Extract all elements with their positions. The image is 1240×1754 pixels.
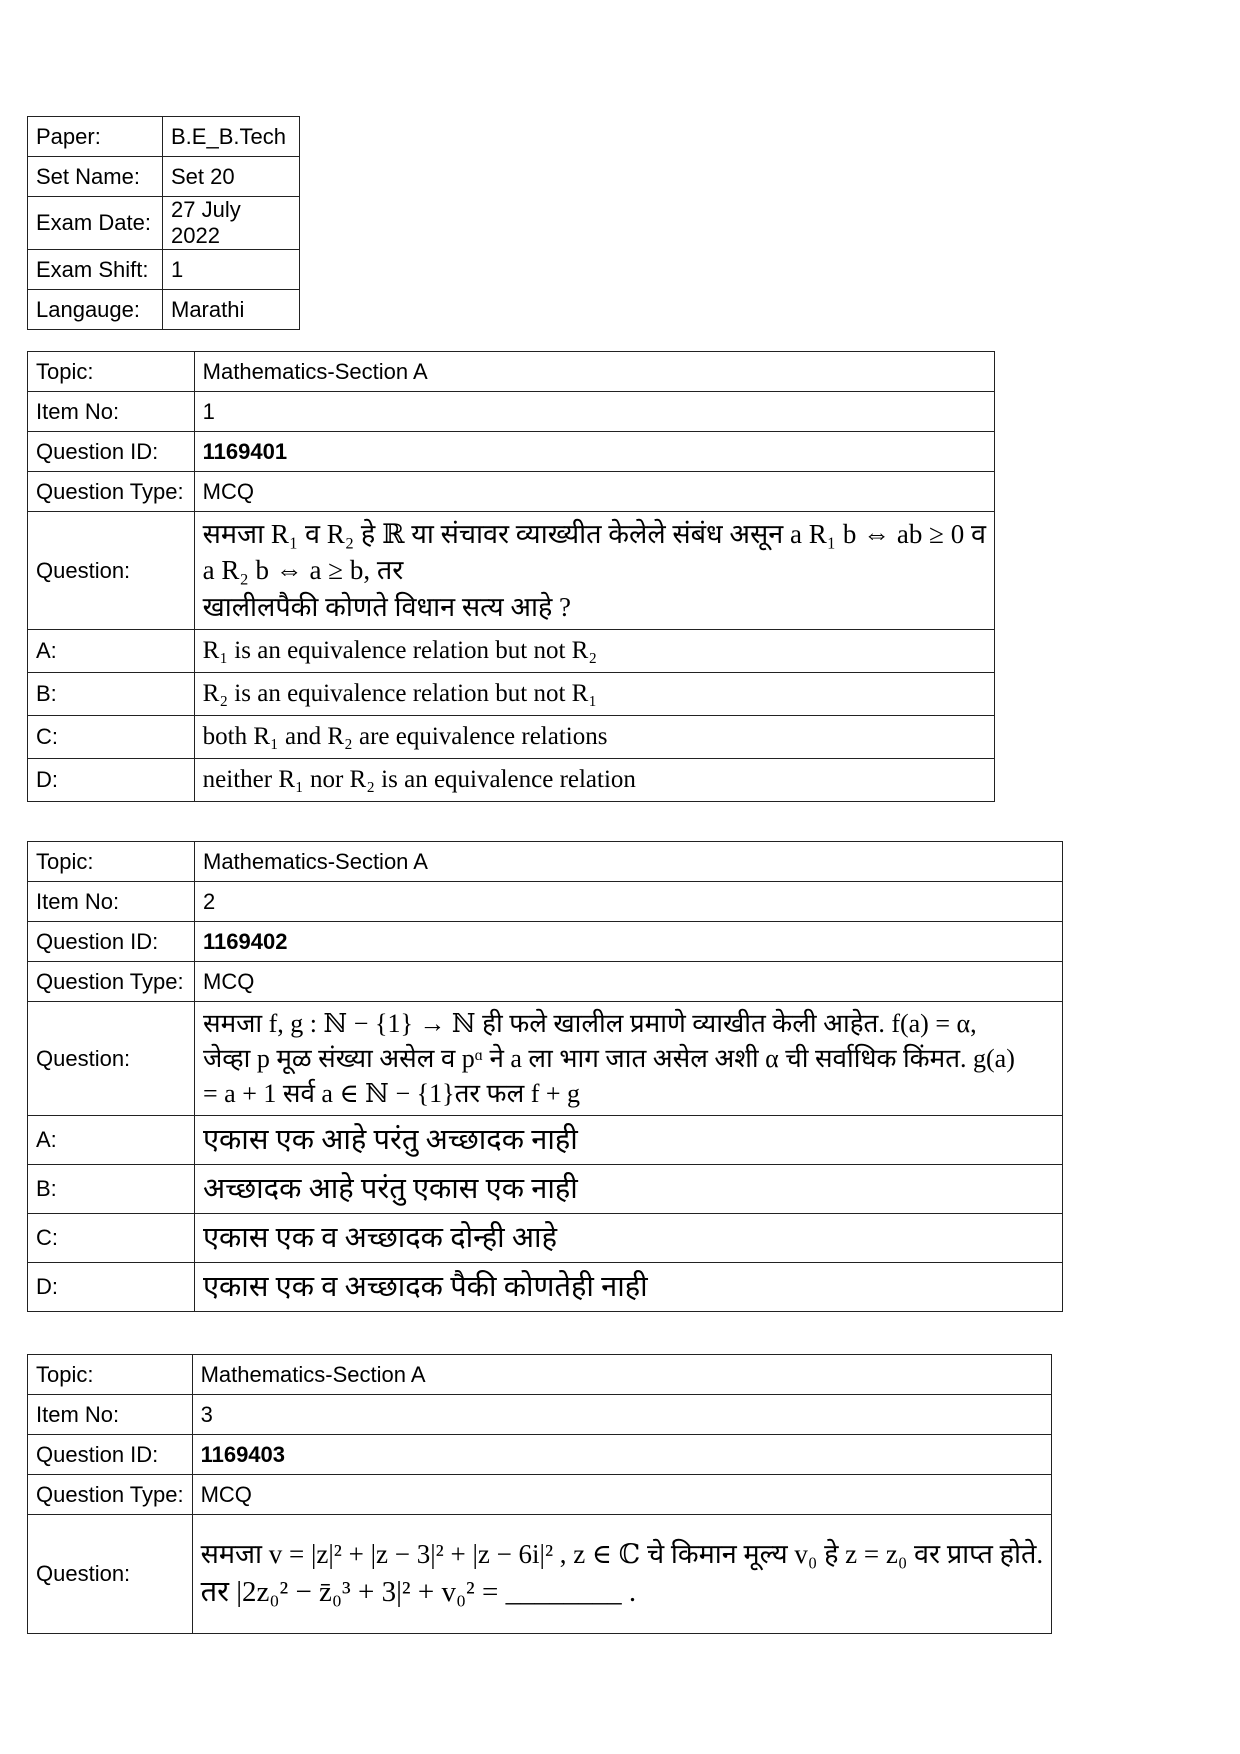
question-id-label: Question ID:: [28, 922, 195, 962]
topic-label: Topic:: [28, 352, 195, 392]
question-type-value: MCQ: [192, 1475, 1052, 1515]
option-b-label: B:: [28, 1165, 195, 1214]
question-line: = a + 1 सर्व a ∈ ℕ − {1}तर फल f + g: [203, 1079, 581, 1109]
question-label: Question:: [28, 1515, 193, 1634]
question-line: समजा R₁ व R₂ हे ℝ या संचावर व्याख्यीत केलेले संबंध असून a R₁ b ⇔ ab ≥ 0 व: [202, 519, 986, 549]
topic-value: Mathematics-Section A: [194, 352, 994, 392]
meta-value: 1: [163, 250, 300, 290]
option-b-text: R₂ is an equivalence relation but not R₁: [194, 673, 994, 716]
topic-value: Mathematics-Section A: [192, 1355, 1052, 1395]
meta-label: Exam Date:: [28, 197, 163, 250]
item-no-value: 2: [195, 882, 1063, 922]
meta-label: Langauge:: [28, 290, 163, 330]
item-no-label: Item No:: [28, 392, 195, 432]
question-line: खालीलपैकी कोणते विधान सत्य आहे ?: [202, 591, 572, 622]
item-no-value: 3: [192, 1395, 1052, 1435]
option-a-text: एकास एक आहे परंतु अच्छादक नाही: [195, 1116, 1063, 1165]
option-a-text: R₁ is an equivalence relation but not R₂: [194, 630, 994, 673]
question-id-value: 1169401: [194, 432, 994, 472]
question-type-label: Question Type:: [28, 1475, 193, 1515]
meta-value: B.E_B.Tech: [163, 117, 300, 157]
option-c-label: C:: [28, 1214, 195, 1263]
meta-value: Marathi: [163, 290, 300, 330]
option-d-text: neither R₁ nor R₂ is an equivalence relation: [194, 759, 994, 802]
meta-label: Exam Shift:: [28, 250, 163, 290]
option-b-text: अच्छादक आहे परंतु एकास एक नाही: [195, 1165, 1063, 1214]
topic-label: Topic:: [28, 842, 195, 882]
meta-label: Paper:: [28, 117, 163, 157]
question-line: a R₂ b ⇔ a ≥ b, तर: [202, 555, 404, 586]
question-line: समजा v = |z|² + |z − 3|² + |z − 6i|² , z ∈ ℂ चे किमान मूल्य v₀ हे z = z₀ वर प्राप्त होते.: [200, 1539, 1044, 1570]
question-id-value: 1169403: [192, 1435, 1052, 1475]
option-b-label: B:: [28, 673, 195, 716]
question-line: जेव्हा p मूळ संख्या असेल व pᵅ ने a ला भाग जात असेल अशी α ची सर्वाधिक किंमत. g(a): [203, 1044, 1015, 1074]
option-d-label: D:: [28, 1263, 195, 1312]
question-type-label: Question Type:: [28, 962, 195, 1002]
option-d-label: D:: [28, 759, 195, 802]
question-label: Question:: [28, 512, 195, 630]
option-a-label: A:: [28, 1116, 195, 1165]
item-no-label: Item No:: [28, 1395, 193, 1435]
item-no-label: Item No:: [28, 882, 195, 922]
question-line: समजा f, g : ℕ − {1} → ℕ ही फले खालील प्रमाणे व्याखीत केली आहेत. f(a) = α,: [203, 1009, 977, 1038]
topic-label: Topic:: [28, 1355, 193, 1395]
meta-value: 27 July 2022: [163, 197, 300, 250]
question-line: तर |2z₀² − z̄₀³ + 3|² + v₀² = ________ .: [200, 1575, 637, 1608]
topic-value: Mathematics-Section A: [195, 842, 1063, 882]
question-text: [192, 1515, 1052, 1634]
option-d-text: एकास एक व अच्छादक पैकी कोणतेही नाही: [195, 1263, 1063, 1312]
question-id-label: Question ID:: [28, 432, 195, 472]
item-no-value: 1: [194, 392, 994, 432]
question-type-value: MCQ: [194, 472, 994, 512]
question-3-table: [27, 1354, 1052, 1634]
question-id-value: 1169402: [195, 922, 1063, 962]
question-type-label: Question Type:: [28, 472, 195, 512]
meta-label: Set Name:: [28, 157, 163, 197]
question-label: Question:: [28, 1002, 195, 1116]
question-id-label: Question ID:: [28, 1435, 193, 1475]
option-c-label: C:: [28, 716, 195, 759]
option-c-text: एकास एक व अच्छादक दोन्ही आहे: [195, 1214, 1063, 1263]
question-type-value: MCQ: [195, 962, 1063, 1002]
option-c-text: both R₁ and R₂ are equivalence relations: [194, 716, 994, 759]
option-a-label: A:: [28, 630, 195, 673]
meta-value: Set 20: [163, 157, 300, 197]
